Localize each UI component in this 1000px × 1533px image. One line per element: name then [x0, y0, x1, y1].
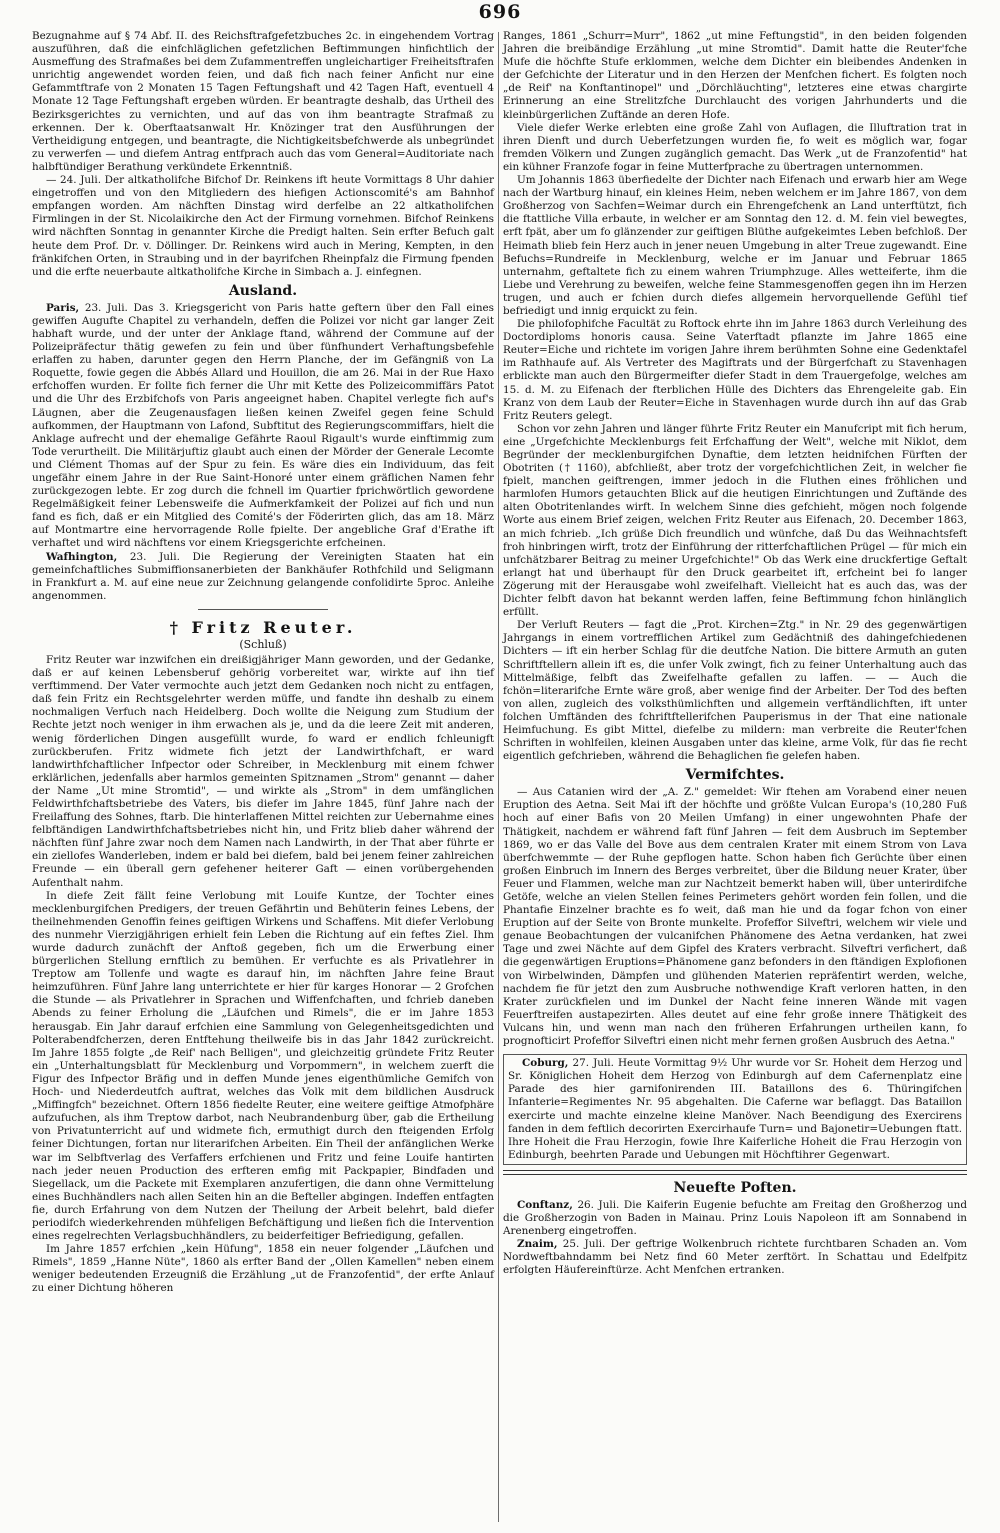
constanz-article — [503, 1199, 967, 1238]
reuter-continued-6: Der Verluft Reuters — fagt die „Prot. Kirchen=Ztg." in Nr. 29 des gegenwärtigen Jahrgangs in einem vortrefflichen Artikel zum Gedächtniß des dahingefchiedenen Dichters — ift ein herber Schlag für die deutfche Nation. Die bittere Armuth an guten Schriftftellern allein ift es, die unfer Volk zwingt, fich zu feiner Unterhaltung auch das Mittelmäßige, felbft das Zweifelhafte gefallen zu laffen. — — Auch die fchön=literarifche Ernte wäre groß, aber wenige find der Arbeiter. Der Tod des beften von allen, zugleich des volksthümlichften und allgemein verftändlichften, ift unter folchen Umftänden des fchriftftellerifchen Pauperismus in der That eine nationale Heimfuchung. Es gibt Mittel, diefelbe zu mildern: man verbreite die Reuter'fchen Schriften in wohlfeilen, kleinen Ausgaben unter das kleine, arme Volk, für das fie recht eigentlich gefchrieben, während die Behaglichen fie gelefen haben. — [503, 619, 967, 763]
washington-dateline: Wafhington, — [46, 550, 118, 563]
left-column — [32, 30, 494, 1296]
section-heading-vermischtes: Vermifchtes. — [685, 767, 785, 784]
reuter-paragraph-2: In diefe Zeit fällt feine Verlobung mit Louife Kuntze, der Tochter eines mecklenburgifchen Predigers, der treuen Gefährtin und Behüterin feines Lebens, der theilnehmenden Genoffin feines geiftigen Wirkens und Schaffens. Mit diefer Verlobung des nunmehr Vierzigjährigen erhielt fein Leben die Richtung auf ein feftes Ziel. Ihm wurde dadurch zunächft der Anftoß gegeben, fich um die Erwerbung einer bürgerlichen Stellung ernftlich zu bemühen. Er verfuchte es als Privatlehrer in Treptow am Tollenfe und wagte es darauf hin, im nächften Jahre feine Braut heimzuführen. Fünf Jahre lang unterrichtete er hier für karges Honorar — 2 Grofchen die Stunde — als Privatlehrer in Sprachen und Wiffenfchaften, und fchrieb daneben Abends zu feiner Erholung die „Läufchen und Rimels", die er im Jahre 1853 herausgab. Ein Jahr darauf erfchien eine Sammlung von Gelegenheitsgedichten und Polterabendfcherzen, deren Entftehung theilweife bis in das Jahr 1842 zurückreicht. Im Jahre 1855 folgte „de Reif' nach Belligen", und gleichzeitig gründete Fritz Reuter ein „Unterhaltungsblatt für Mecklenburg und Vorpommern", in welchem zuerft die Figur des Infpector Bräfig und in deffen Munde jenes eigenthümliche Gemifch von Hoch- und Niederdeutfch auftrat, welches das Volk mit dem bildlichen Ausdruck „Miffingfch" bezeichnet. Oftern 1856 fiedelte Reuter, eine weitere geiftige Atmofphäre aufzufuchen, als ihm Treptow darbot, nach Neubrandenburg über, gab die Ertheilung von Privatunterricht auf und widmete fich, ermuthigt durch den fteigenden Erfolg feiner Dichtungen, fortan nur literarifchen Arbeiten. Ein Theil der anfänglichen Werke war im Selbftverlag des Verfaffers erfchienen und Fritz und feine Louife hantirten nach jeder neuen Production des erfteren emfig mit Packpapier, Bindfaden und Siegellack, um die Packete mit Exemplaren anzufertigen, die dann ohne Vermittelung eines Buchhändlers nach allen Seiten hin an die Befteller abgingen. Indeffen entfagten fie, durch Erfahrung von dem Nutzen der Theilung der Arbeit belehrt, bald diefer periodifch wiederkehrenden mühfeligen Befchäftigung und ließen fich die Intervention eines regelrechten Verlagsbuchhändlers, zu beiderfeitiger Befriedigung, gefallen. — [32, 889, 494, 1243]
paris-dateline: Paris, — [46, 301, 80, 314]
coburg-article — [508, 1057, 962, 1162]
reuter-continued-4: Die philofophifche Facultät zu Roftock ehrte ihn im Jahre 1863 durch Verleihung des Doctordiploms honoris causa. Seine Vaterftadt pflanzte im Jahre 1865 eine Reuter=Eiche und richtete im vorigen Jahre ihrem berühmten Sohne eine Gedenktafel im Rathhaufe auf. Als Vertreter des Magiftrats und der Bürgerfchaft zu Stavenhagen erblickte man auch den Bürgermeifter diefer Stadt in dem Trauergefolge, welches am 15. d. M. zu Eifenach der fterblichen Hülle des Dichters das Ehrengeleite gab. Ein Kranz von dem Laub der Reuter=Eiche in Stavenhagen wurde durch ihn auf das Grab Fritz Reuters gelegt. — [503, 318, 967, 422]
constanz-dateline: Conftanz, — [517, 1198, 573, 1211]
obituary-title: † Fritz Reuter. — [169, 617, 357, 637]
reuter-paragraph-3: Im Jahre 1857 erfchien „kein Hüfung", 1858 ein neuer folgender „Läufchen und Rimels", 1859 „Hanne Nüte", 1860 als erfter Band der „Ollen Kamellen" neben einem weniger bedeutenden Erzeugniß die Erzählung „ut de Franzofentid", der erfte Anlauf zu einer Dichtung höheren — [32, 1243, 494, 1295]
znaim-dateline: Znaim, — [517, 1238, 558, 1251]
divider-line — [198, 609, 328, 610]
right-column — [503, 30, 967, 1277]
section-heading-neueste-posten: Neuefte Poften. — [673, 1179, 797, 1196]
section-heading-ausland: Ausland. — [228, 282, 298, 299]
znaim-article — [503, 1238, 967, 1277]
znaim-text: 25. Juli. Der geftrige Wolkenbruch richtete furchtbaren Schaden an. Vom Nordweftbahndamm bei Netz find 60 Meter zerftört. In Schattau und Edelfpitz erfolgten Häufereinftürze. Acht Menfchen ertranken. — [503, 1238, 967, 1277]
coburg-dateline: Coburg, — [522, 1057, 569, 1070]
reuter-continued-3: Um Johannis 1863 überfiedelte der Dichter nach Eifenach und erwarb hier am Wege nach der Wartburg hinauf, ein kleines Heim, neben welchem er im Jahre 1867, von dem Großherzog von Sachfen=Weimar durch ein Ehrengefchenk an Land unterftützt, fich die ftattliche Villa erbaute, in welcher er am Sonntag den 12. d. M. fein viel bewegtes, erft fpät, aber um fo glänzender zur geiftigen Blüthe aufgekeimtes Leben befchloß. Der Heimath blieb fein Herz auch in jener neuen Umgebung in alter Treue zugewandt. Eine Befuchs=Rundreife in Mecklenburg, welche er im Januar und Februar 1865 unternahm, geftaltete fich zu einem wahren Triumphzuge. Alles wetteiferte, ihm die Liebe und Verehrung zu beweifen, welche feine Stammesgenoffen gegen ihn im Herzen trugen, und auch er fchien durch diefes allgemein hervorquellende Gefühl tief befriedigt und innig erquickt zu fein. — [503, 174, 967, 317]
constanz-text: 26. Juli. Die Kaiferin Eugenie befuchte am Freitag den Großherzog und die Großherzogin von Baden in Mainau. Prinz Louis Napoleon ift am Sonnabend in Arenenberg eingetroffen. — [503, 1198, 967, 1238]
page-number: 696 — [478, 1, 522, 23]
column-divider — [498, 32, 499, 1522]
reuter-paragraph-1: Fritz Reuter war inzwifchen ein dreißigjähriger Mann geworden, und der Gedanke, daß er auf keinen Lebensberuf gehörig vorbereitet war, wirkte auf ihn tief verftimmend. Der Vater vermochte auch jetzt dem Gedanken noch nicht zu entfagen, daß fein Fritz ein Rechtsgelehrter werden müffe, und fandte ihn deshalb zu einem nochmaligen Verfuch nach Heidelberg. Doch wollte die Neigung zum Studium der Rechte jetzt noch weniger in ihm erwachen als je, und da die leere Zeit mit anderen, wenig förderlichen Dingen ausgefüllt wurde, fo ward er endlich fchleunigft zurückberufen. Fritz widmete fich jetzt der Landwirthfchaft, er ward landwirthfchaftlicher Infpector oder Schreiber, in Mecklenburg mit einem fchwer erklärlichen, jedenfalls aber harmlos gemeinten Spitznamen „Strom" genannt — daher der Name „Ut mine Stromtid", — und wirkte als „Strom" in dem umfänglichen Feldwirthfchaftsbetriebe des Vaters, bis diefer im Jahre 1845, fünf Jahre nach der Freilaffung des Sohnes, ftarb. Die hinterlaffenen Mittel reichten zur Uebernahme eines felbftändigen Landwirthfchaftsbetriebes nicht hin, und Fritz blieb daher während der nächften fünf Jahre zwar noch dem Namen nach Landwirth, in der That aber führte er ein ziellofes Wanderleben, indem er bald bei diefem, bald bei jenem feiner zahlreichen Freunde — ein überall gern gefehener heiterer Gaft — einen vorübergehenden Aufenthalt nahm. — [32, 653, 494, 889]
washington-text: 23. Juli. Die Regierung der Vereinigten Staaten hat ein gemeinfchaftliches Submiffionsanerbieten der Bankhäufer Rothfchild und Seligmann in Frankfurt a. M. auf eine neue zur Zeichnung gelangende confolidirte 5proc. Anleihe angenommen. — [32, 550, 494, 602]
court-report-paragraph: Bezugnahme auf § 74 Abf. II. des Reichsftrafgefetzbuches 2c. in eingehendem Vortrag auszuführen, daß die einfchläglichen gefetzlichen Beftimmungen hinfichtlich der Ausmeffung des Strafmaßes bei dem Zufammentreffen ungleichartiger Freiheitsftrafen unrichtig angewendet worden feien, und daß fich nach feiner Anficht nur eine Gefammtftrafe von 2 Monaten 15 Tagen Feftungshaft und 42 Tagen Haft, eventuell 4 Monate 12 Tage Feftungshaft ergeben würden. Er beantragte deshalb, das Urtheil des Bezirksgerichtes zu vernichten, und auf das von ihm beantragte Strafmaß zu erkennen. Der k. Oberftaatsanwalt Hr. Knözinger trat den Ausführungen der Vertheidigung entgegen, und beantragte, die Nichtigkeitsbefchwerde als unbegründet zu verwerfen — und diefem Antrag entfprach auch das vom General=Auditoriate nach halbftündiger Berathung verkündete Erkenntniß. — [32, 30, 494, 173]
double-rule — [503, 1170, 967, 1175]
paris-article — [32, 302, 494, 551]
reuter-continued-5: Schon vor zehn Jahren und länger führte Fritz Reuter ein Manufcript mit fich herum, eine „Urgefchichte Mecklenburgs feit Erfchaffung der Welt", welche mit Niklot, dem Begründer der mecklenburgifchen Dynaftie, dem letzten heidnifchen Fürften der Obotriten († 1160), abfchließt, aber trotz der vorgefchichtlichen Zeit, in welcher fie fpielt, manchen geiftrengen, immer jedoch in die Fluthen eines fröhlichen und harmlofen Humors getauchten Blick auf die heutigen Einrichtungen und Zuftände des alten Obotritenlandes wirft. In welchem Sinne dies gefchieht, mögen noch folgende Worte aus einem Brief zeigen, welchen Fritz Reuter aus Eifenach, 20. December 1863, an mich fchrieb. „Ich grüße Dich freundlich und wünfche, daß Du das Weihnachtsfeft froh hinbringen wirft, trotz der Einführung der ritterfchaftlichen Prügel — für mich ein unfchätzbarer Beitrag zu meiner Urgefchichte!" Ob das Werk eine druckfertige Geftalt erlangt hat und überhaupt für den Druck gearbeitet ift, erfcheint bei fo langer Zögerung mit der Herausgabe wohl zweifelhaft. Vielleicht hat es auch das, was der Dichter felbft davon hat bekannt werden laffen, feine Beftimmung fchon hinlänglich erfüllt. — [503, 422, 967, 619]
coburg-text: 27. Juli. Heute Vormittag 9½ Uhr wurde vor Sr. Hoheit dem Herzog und Sr. Königlichen Hoheit dem Herzog von Edinburgh auf dem Cafernenplatz eine Parade des hier garnifonirenden III. Bataillons des 6. Thüringifchen Infanterie=Regimentes Nr. 95 abgehalten. Die Caferne war beflaggt. Das Bataillon exercirte und machte einzelne kleine Manöver. Nach Beendigung des Exercirens fanden in dem feftlich decorirten Exercirhaufe Turn= und Bajonetir=Uebungen ftatt. Ihre Hoheit die Frau Herzogin, fowie Ihre Kaiferliche Hoheit die Frau Herzogin von Edinburgh, beehrten Parade und Uebungen mit Höchftihrer Gegenwart. — [508, 1057, 962, 1161]
obituary-subtitle: (Schluß) — [239, 637, 287, 651]
coburg-box — [503, 1054, 967, 1165]
paris-text: 23. Juli. Das 3. Kriegsgericht von Paris hatte geftern über den Fall eines gewiffen Augufte Chapitel zu verhandeln, deffen die Polizei vor nicht gar langer Zeit habhaft wurde, und der unter der Anklage ftand, während der Commune auf der Polizeipräfectur thätig gewefen zu fein und über fünfhundert Verhaftungsbefehle erlaffen zu haben, darunter gegen den Herrn Planche, der im Gefängniß von La Roquette, fowie gegen die Abbés Allard und Houillon, die am 26. Mai in der Rue Haxo erfchoffen wurden. Er follte fich ferner die Uhr mit Kette des Polizeicommiffärs Patot und die Uhr des Erzbifchofs von Paris angeeignet haben. Chapitel verlegte fich auf's Läugnen, aber die Zeugenausfagen ließen keinen Zweifel gegen feine Schuld aufkommen, der Hauptmann von Lafond, Subftitut des Regierungscommiffars, hielt die Anklage aufrecht und der ehemalige Gefährte Raoul Rigault's wurde einftimmig zum Tode verurtheilt. Die Militärjuftiz glaubt auch einen der Mörder der Generale Lecomte und Clément Thomas auf der Spur zu fein. Es wäre dies ein Individuum, das feit ungefähr einem Jahre in der Rue Saint-Honoré unter einem gräflichen Namen fehr zurückgezogen lebte. Er zog durch die fchnell im Quartier fprichwörtlich gewordene Regelmäßigkeit feiner Lebensweife die Aufmerkfamkeit der Polizei auf fich und nun fand es fich, daß er ein Mitglied des Comité's der Föderirten glich, das am 18. März auf Montmartre eine hervorragende Rolle fpielte. Der angebliche Graf d'Erathe ift verhaftet und wird nächftens vor einem Kriegsgerichte erfcheinen. — [32, 301, 494, 550]
washington-article — [32, 551, 494, 603]
reuter-continued-1: Ranges, 1861 „Schurr=Murr", 1862 „ut mine Feftungstid", in den beiden folgenden Jahren die breibändige Erzählung „ut mine Stromtid". Damit hatte die Reuter'fche Mufe die höchfte Stufe erklommen, welche dem Dichter ein bleibendes Andenken in der Gefchichte der Literatur und in den Herzen der Menfchen fichert. Es folgten noch „de Reif' na Konftantinopel" und „Dörchläuchting", letzteres eine etwas chargirte Erinnerung an eine Strelitzfche Durchlaucht des vorigen Jahrhunderts und die kleinbürgerlichen Zuftände an deren Hofe. — [503, 30, 967, 121]
reinkens-paragraph: — 24. Juli. Der altkatholifche Bifchof Dr. Reinkens ift heute Vormittags 8 Uhr dahier eingetroffen und von den Mitgliedern des hiefigen Actionscomité's am Bahnhof empfangen worden. Am nächften Dinstag wird derfelbe an 22 altkatholifchen Firmlingen in der St. Nicolaikirche den Act der Firmung vornehmen. Bifchof Reinkens wird nächften Sonntag in genannter Kirche die Predigt halten. Sein erfter Befuch galt heute dem Prof. Dr. v. Döllinger. Dr. Reinkens wird auch in Mering, Kempten, in den fränkifchen Orten, in Straubing und in der bayrifchen Rheinpfalz die Firmung fpenden und die erfte neuerbaute altkatholifche Kirche in Simbach a. J. einfegnen. — [32, 174, 494, 278]
catania-article: — Aus Catanien wird der „A. Z." gemeldet: Wir ftehen am Vorabend einer neuen Eruption des Aetna. Seit Mai ift der höchfte und größte Vulcan Europa's (10,280 Fuß hoch auf einer Bafis von 20 Meilen Umfang) in einer ungewohnten Phafe der Thätigkeit, nachdem er während faft fünf Jahren — feit dem Ausbruch im September 1869, wo er das Valle del Bove aus dem centralen Krater mit einem Strom von Lava überfchwemmte — der Ruhe gepflogen hatte. Schon haben fich Gerüchte über einen großen Einbruch im Innern des Berges verbreitet, über die Bildung neuer Krater, über Feuer und Flammen, welche man zur Nachtzeit bemerkt haben will, über unterirdifche Getöfe, welche an vielen Stellen feines Perimeters gehört worden fein follen, und die Phantafie Einzelner brachte es fo weit, daß man hie und da fogar fchon von einer Eruption auf der Seite von Bronte munkelte. Profeffor Silveftri, welchem wir viele und genaue Beobachtungen der vulcanifchen Phänomene des Aetna verdanken, hat zwei Tage und zwei Nächte auf dem Gipfel des Kraters verbracht. Silveftri verfichert, daß die gegenwärtigen Eruptions=Phänomene ganz befonders in den ftändigen Explofionen von Wirbelwinden, Dämpfen und glühenden Materien repräfentirt werden, welche, nachdem fie für jetzt den zum Ausbruche nothwendige Kraft verloren hatten, in den Krater zurückfielen und im Dunkel der Nacht feine inneren Wände mit vagen Feuerftreifen austapezirten. Alles deutet auf eine fehr große innere Thätigkeit des Vulcans hin, und wenn man nach den früheren Erfahrungen urtheilen kann, fo prognofticirt Profeffor Silveftri einen nicht mehr fernen großen Ausbruch des Aetna." — [503, 786, 967, 1048]
reuter-continued-2: Viele diefer Werke erlebten eine große Zahl von Auflagen, die Illuftration trat in ihren Dienft und durch Ueberfetzungen wurden fie, fo weit es möglich war, fogar fremden Völkern und Zungen zugänglich gemacht. Das Werk „ut de Franzofentid" hat ein kühner Franzofe fogar in feine Mutterfprache zu übertragen unternommen. — [503, 121, 967, 173]
